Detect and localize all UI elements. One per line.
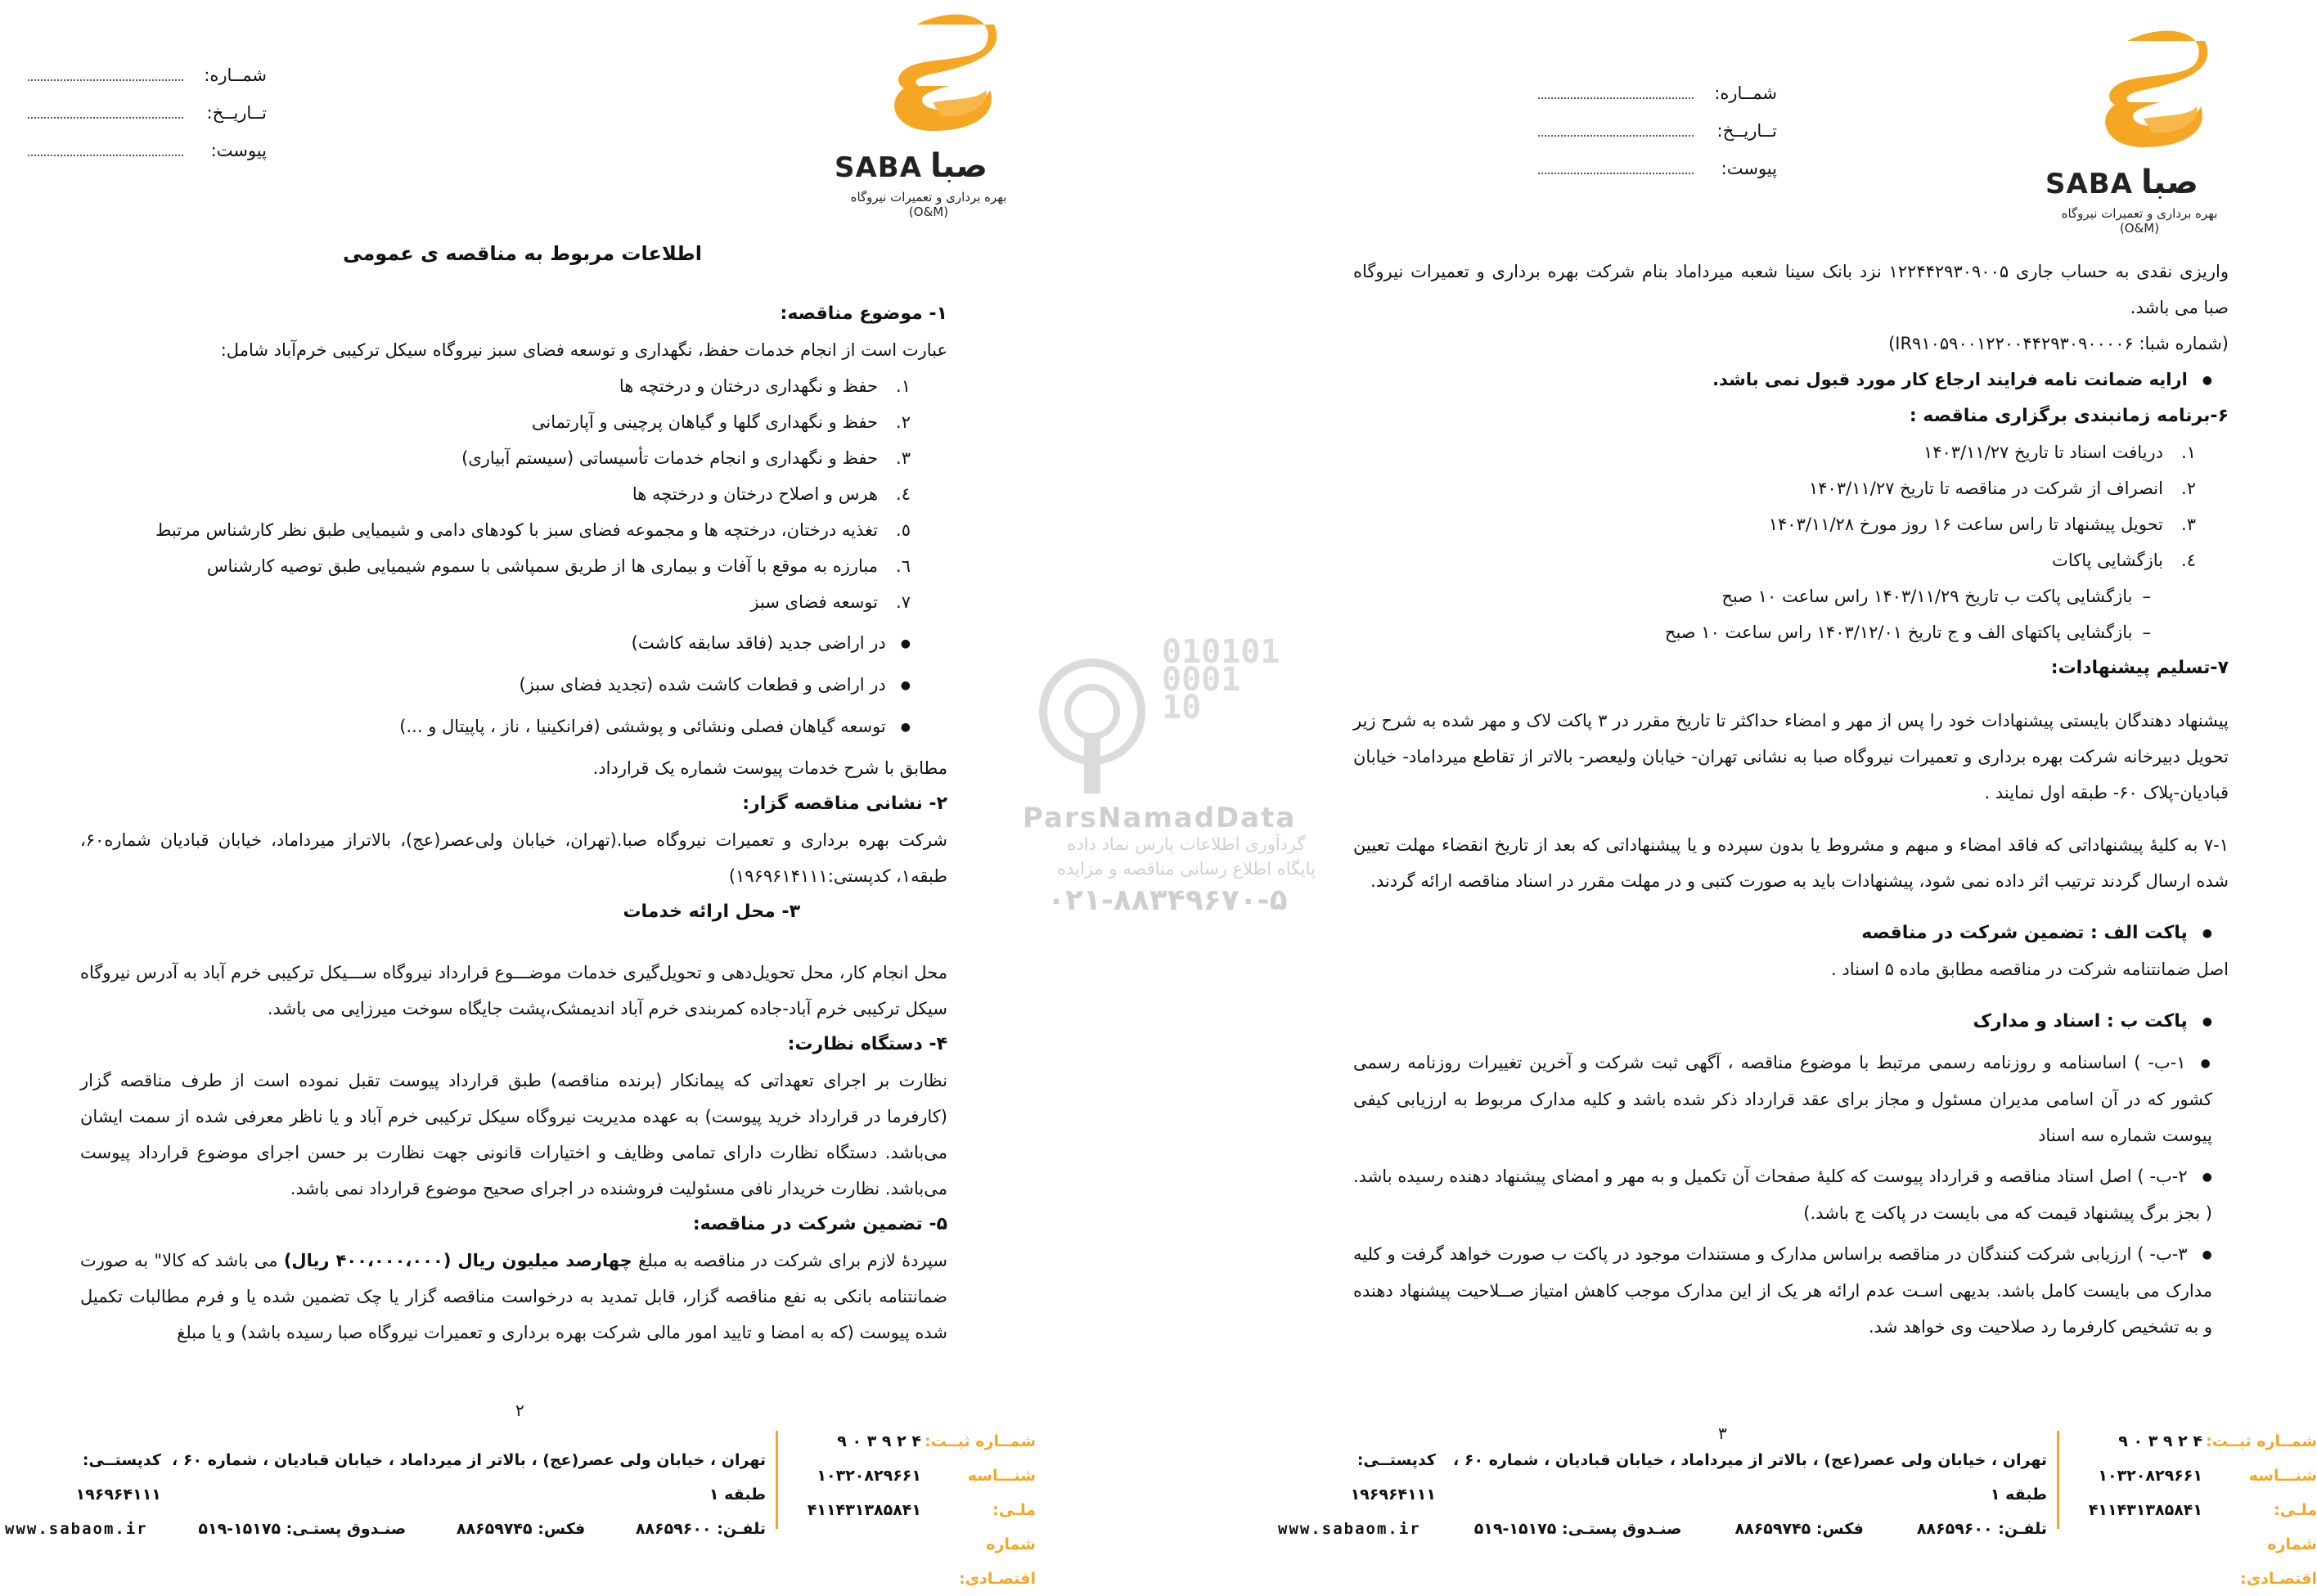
left-footer (0, 1398, 1036, 1588)
list-item (80, 476, 911, 512)
footer-separator (776, 1431, 778, 1529)
section-1-intro: عبارت است از انجام خدمات حفظ، نگهداری و توسعه فضای سبز نیروگاه سیکل ترکیبی خرم‌آباد شامل: (220, 340, 947, 360)
attachment-label: پیوست: (1721, 159, 1777, 178)
number-label: شمــاره: (1714, 83, 1777, 103)
attachment-line (1538, 161, 1694, 174)
meta-block (1538, 83, 1777, 196)
brand-subtitle: بهره برداری و تعمیرات نیروگاه (O&M) (2061, 206, 2218, 236)
section-2-heading: ۲- نشانی مناقصه گزار: (742, 794, 947, 814)
list-item (80, 548, 911, 584)
list-item (80, 512, 911, 548)
list-item-text: توسعه فضای سبز (750, 592, 878, 612)
list-item-text: حفظ و نگهداری گلها و گیاهان پرچینی و آپارتمانی (531, 412, 878, 432)
list-item-text: انصراف از شرکت در مناقصه تا تاریخ ۱۴۰۳/۱۱/۲۷ (1809, 479, 2163, 498)
list-item-number: ٤. (2181, 551, 2196, 570)
footer-labels: شمــاره ثبــت: شنـــاسه ملـی: شماره اقتصـادی: (925, 1432, 1036, 1588)
footer-ids: ۴ ۲ ۹ ۳ ۰ ۹ ۱۰۳۲۰۸۲۹۶۶۱ ۴۱۱۴۳۱۳۸۵۸۴۱ (807, 1432, 921, 1519)
saba-logo-mark-icon (2045, 25, 2234, 164)
list-item-number: ٥. (896, 520, 911, 540)
section-1-heading: ۱- موضوع مناقصه: (780, 303, 947, 324)
list-item-text: دریافت اسناد تا تاریخ ۱۴۰۳/۱۱/۲۷ (1923, 443, 2163, 462)
list-item-number: ٦. (896, 556, 911, 576)
list-item-text: مبارزه به موقع با آفات و بیماری ها از طریق سمپاشی با سموم شیمیایی طبق توصیه کارشناس (206, 556, 878, 576)
watermark-tree-icon (1031, 654, 1154, 802)
section-2-text: شرکت بهره برداری و تعمیرات نیروگاه صبا.(تهران، خیابان ولی‌عصر(عج)، بالاتراز میرداماد، خیابان قبادیان شماره۶۰، طبقه۱، کدپستی:۱۹۶۹۶۱۴۱۱۱) (80, 830, 947, 886)
attachment-label: پیوست: (210, 141, 267, 160)
list-item (80, 440, 911, 476)
packet-b-heading: ● پاکت ب : اسناد و مدارک (1353, 1004, 2212, 1040)
right-page-body (1353, 254, 2229, 1350)
watermark-digits: 010101 0001 10 (1162, 633, 1280, 726)
sheba-number: (شماره شبا: IR۹۱۰۵۹۰۰۱۲۲۰۰۴۴۲۹۳۰۹۰۰۰۰۶) (1888, 334, 2229, 353)
section-7-heading: ۷-تسلیم پیشنهادات: (2050, 658, 2229, 678)
meta-block (28, 65, 267, 178)
footer-separator (2057, 1431, 2059, 1529)
list-item (1353, 506, 2196, 542)
list-item (80, 404, 911, 440)
document-page-2 (0, 0, 1036, 1588)
section-6-dashes (1353, 578, 2151, 650)
list-item-number: ۱. (2181, 443, 2196, 462)
number-label: شمــاره: (204, 65, 267, 85)
list-item-number: ۳. (2181, 515, 2196, 534)
list-item: ● ۱-ب- ) اساسنامه و روزنامه رسمی مرتبط با موضوع مناقصه ، آگهی ثبت شرکت و آخرین تغییرات روزنامه رسمی کشور که در آن اسامی مدیران مسئول و مجاز برای عقد قرارداد ذکر شده باشد و کلیه مدارک مربوط به ارزیابی کیفی پیوست شماره سه اسناد (1353, 1045, 2212, 1153)
guarantee-note: ● ارایه ضمانت نامه فرایند ارجاع کار مورد قبول نمی باشد. (1353, 362, 2212, 398)
attachment-line (28, 143, 183, 156)
saba-logo (835, 8, 1023, 219)
document-title: اطلاعات مربوط به مناقصه ی عمومی (343, 242, 702, 265)
document-page-3 (1178, 0, 2317, 1588)
list-item: – بازگشایی پاکت ب تاریخ ۱۴۰۳/۱۱/۲۹ راس ساعت ۱۰ صبح (1353, 578, 2151, 614)
packet-b-list (1353, 1045, 2229, 1345)
page-number: ۲ (515, 1400, 524, 1420)
list-item: ● ۳-ب- ) ارزیابی شرکت کنندگان در مناقصه براساس مدارک و مستندات موجود در پاکت ب صورت خواهد گرفت و کلیه مدارک می بایست کامل باشد. بدیهی اسـت عدم ارائه هر یک از این مدارک موجب کاهش امتیاز صــلاحیت پیشنهاد دهنده و به تشخیص کارفرما رد صلاحیت وی خواهد شد. (1353, 1236, 2212, 1345)
section-7-1-text: ۷-۱ به کلیۀ پیشنهاداتی که فاقد امضاء و مبهم و مشروط یا بدون سپرده و یا پیشنهاداتی که بعد از تاریخ انقضاء مهلت تعیین شده ارسال گردند ترتیب اثر داده نمی شود، پیشنهادات باید به صورت کتبی و در مهلت مقرر در اسناد مناقصه ارائه گردند. (1353, 835, 2229, 891)
date-line (1538, 124, 1694, 137)
number-line (1538, 86, 1694, 99)
saba-logo (2045, 25, 2234, 236)
list-item-number: ۲. (2181, 479, 2196, 498)
list-item-number: ٧. (896, 592, 911, 612)
footer-address: تهران ، خیابان ولی عصر(عج) ، بالاتر از میرداماد ، خیابان قبادیان ، شماره ۶۰ ، طبقه ۱ کدپستــی: ۱۹۶۹۶۴۱۱۱ تلفـن: ۸۸۶۵۹۶۰۰ فکس: ۸۸۶۵۹۷۴۵ صنـدوق پستـی: ۱۵۱۷۵-۵۱۹ www.sabaom.ir (1278, 1443, 2047, 1546)
list-item-text: هرس و اصلاح درختان و درختچه ها (632, 484, 878, 504)
parsnamad-watermark (1015, 633, 1342, 933)
list-item: ● توسعه گیاهان فصلی ونشائی و پوششی (فرانکینیا ، ناز ، پاپیتال و ...) (80, 708, 911, 745)
section-3-heading: ۳- محل ارائه خدمات (623, 901, 800, 922)
section-4-heading: ۴- دستگاه نظارت: (787, 1034, 947, 1054)
section-1-list (80, 368, 911, 620)
section-1-bullets (80, 625, 911, 745)
list-item-number: ۱. (896, 376, 911, 396)
footer-address: تهران ، خیابان ولی عصر(عج) ، بالاتر از میرداماد ، خیابان قبادیان ، شماره ۶۰ ، طبقه ۱ کدپستــی: ۱۹۶۹۶۴۱۱۱ تلفـن: ۸۸۶۵۹۶۰۰ فکس: ۸۸۶۵۹۷۴۵ صنـدوق پستـی: ۱۵۱۷۵-۵۱۹ www.sabaom.ir (5, 1443, 766, 1546)
list-item-text: حفظ و نگهداری و انجام خدمات تأسیساتی (سیستم آبیاری) (461, 448, 878, 468)
page-number: ۳ (1718, 1423, 1727, 1443)
list-item: ● در اراضی جدید (فاقد سابقه کاشت) (80, 625, 911, 662)
watermark-line-1: گردآوری اطلاعات پارس نماد داده (1067, 834, 1306, 854)
packet-a-heading: ● پاکت الف : تضمین شرکت در مناقصه (1353, 915, 2212, 951)
footer-labels: شمــاره ثبــت: شنـــاسه ملـی: شماره اقتصـادی: (2206, 1432, 2317, 1588)
list-item-text: حفظ و نگهداری درختان و درختچه ها (619, 376, 878, 396)
section-3-text: محل انجام کار، محل تحویل‌دهی و تحویل‌گیری خدمات موضـــوع قرارداد نیروگاه ســـیکل ترکیبی خرم آباد به آدرس نیروگاه سیکل ترکیبی خرم آباد-جاده کمربندی خرم آباد اندیمشک،پشت جایگاه سوخت میرزایی می باشد. (80, 963, 947, 1018)
section-1-tail: مطابق با شرح خدمات پیوست شماره یک قرارداد. (592, 758, 947, 778)
list-item: – بازگشایی پاکتهای الف و ج تاریخ ۱۴۰۳/۱۲/۰۱ راس ساعت ۱۰ صبح (1353, 614, 2151, 650)
brand-subtitle: بهره برداری و تعمیرات نیروگاه (O&M) (850, 190, 1007, 219)
list-item-number: ٤. (896, 484, 911, 504)
date-label: تــاریــخ: (206, 103, 267, 123)
number-line (28, 68, 183, 81)
list-item (1353, 542, 2196, 578)
list-item (80, 368, 911, 404)
list-item-text: بازگشایی پاکات (2052, 551, 2163, 570)
list-item (80, 584, 911, 620)
watermark-phone: ۰۲۱-۸۸۳۴۹۶۷۰-۵ (1047, 883, 1288, 917)
right-footer (1178, 1398, 2317, 1588)
list-item (1353, 434, 2196, 470)
website-link[interactable]: www.sabaom.ir (1278, 1520, 1421, 1538)
brand-name: SABA صبا (835, 147, 988, 185)
date-line (28, 106, 183, 119)
list-item-number: ۲. (896, 412, 911, 432)
list-item: ● ۲-ب- ) اصل اسناد مناقصه و قرارداد پیوست که کلیۀ صفحات آن تکمیل و به مهر و امضای پیشنهاد دهنده رسیده باشد. ( بجز برگ پیشنهاد قیمت که می بایست در پاکت ج باشد.) (1353, 1158, 2212, 1231)
saba-logo-mark-icon (835, 8, 1023, 147)
date-label: تــاریــخ: (1716, 121, 1777, 141)
watermark-line-2: پایگاه اطلاع رسانی مناقصه و مزایده (1057, 859, 1316, 879)
list-item-text: تحویل پیشنهاد تا راس ساعت ۱۶ روز مورخ ۱۴۰۳/۱۱/۲۸ (1768, 515, 2163, 534)
watermark-name: ParsNamadData (1023, 802, 1297, 834)
section-6-heading: ۶-برنامه زمانبندی برگزاری مناقصه : (1909, 406, 2229, 426)
footer-ids: ۴ ۲ ۹ ۳ ۰ ۹ ۱۰۳۲۰۸۲۹۶۶۱ ۴۱۱۴۳۱۳۸۵۸۴۱ (2088, 1432, 2202, 1519)
brand-name: SABA صبا (2045, 164, 2199, 201)
section-6-list (1353, 434, 2196, 578)
packet-a-text: اصل ضمانتنامه شرکت در مناقصه مطابق ماده ۵ اسناد . (1831, 960, 2229, 979)
payment-text: واریزی نقدی به حساب جاری ۱۲۲۴۴۲۹۳۰۹۰۰۵ نزد بانک سینا شعبه میرداماد بنام شرکت بهره برداری و تعمیرات نیروگاه صبا می باشد. (1353, 262, 2229, 317)
section-7-text: پیشنهاد دهندگان بایستی پیشنهادات خود را پس از مهر و امضاء حداکثر تا تاریخ مقرر در ۳ پاکت لاک و مهر شده به شرح زیر تحویل دبیرخانه شرکت بهره برداری و تعمیرات نیروگاه صبا به نشانی تهران- خیابان ولیعصر- بالاتر از تقاطع میرداماد- خیابان قبادیان-پلاک ۶۰- طبقه اول نمایند . (1353, 711, 2229, 802)
section-4-text: نظارت بر اجرای تعهداتی که پیمانکار (برنده مناقصه) طبق قرارداد پیوست تقبل نموده است از طرف مناقصه گزار (کارفرما در قرارداد خرید پیوست) به عهده مدیریت نیروگاه سیکل ترکیبی خرم آباد و یا ناظر معرفی شده از سمت ایشان می‌باشد. دستگاه نظارت دارای تمامی وظایف و اختیارات قانونی جهت نظارت بر حسن اجرای موضوع قرارداد پیوست می‌باشد. نظارت خریدار نافی مسئولیت فروشنده در اجرای صحیح موضوع قرارداد نمی باشد. (80, 1071, 947, 1198)
list-item (1353, 470, 2196, 506)
list-item-text: تغذیه درختان، درختچه ها و مجموعه فضای سبز با کودهای دامی و شیمیایی طبق نظر کارشناس مرتبط (155, 520, 878, 540)
section-5-heading: ۵- تضمین شرکت در مناقصه: (692, 1214, 947, 1234)
list-item: ● در اراضی و قطعات کاشت شده (تجدید فضای سبز) (80, 667, 911, 704)
list-item-number: ۳. (896, 448, 911, 468)
website-link[interactable]: www.sabaom.ir (5, 1520, 148, 1538)
left-page-body (80, 236, 947, 1351)
section-5-text: سپردۀ لازم برای شرکت در مناقصه به مبلغ چهارصد میلیون ریال (۴۰۰،۰۰۰،۰۰۰ ریال) می باشد که کالا" به صورت ضمانتنامه بانکی به نفع مناقصه گزار، قابل تمدید به درخواست مناقصه گزار یا چک تضمین شده یا و فرم مطالبات تکمیل شده پیوست (که به امضا و تایید امور مالی شرکت بهره برداری و تعمیرات نیروگاه صبا رسیده باشد) و یا مبلغ (80, 1251, 947, 1342)
